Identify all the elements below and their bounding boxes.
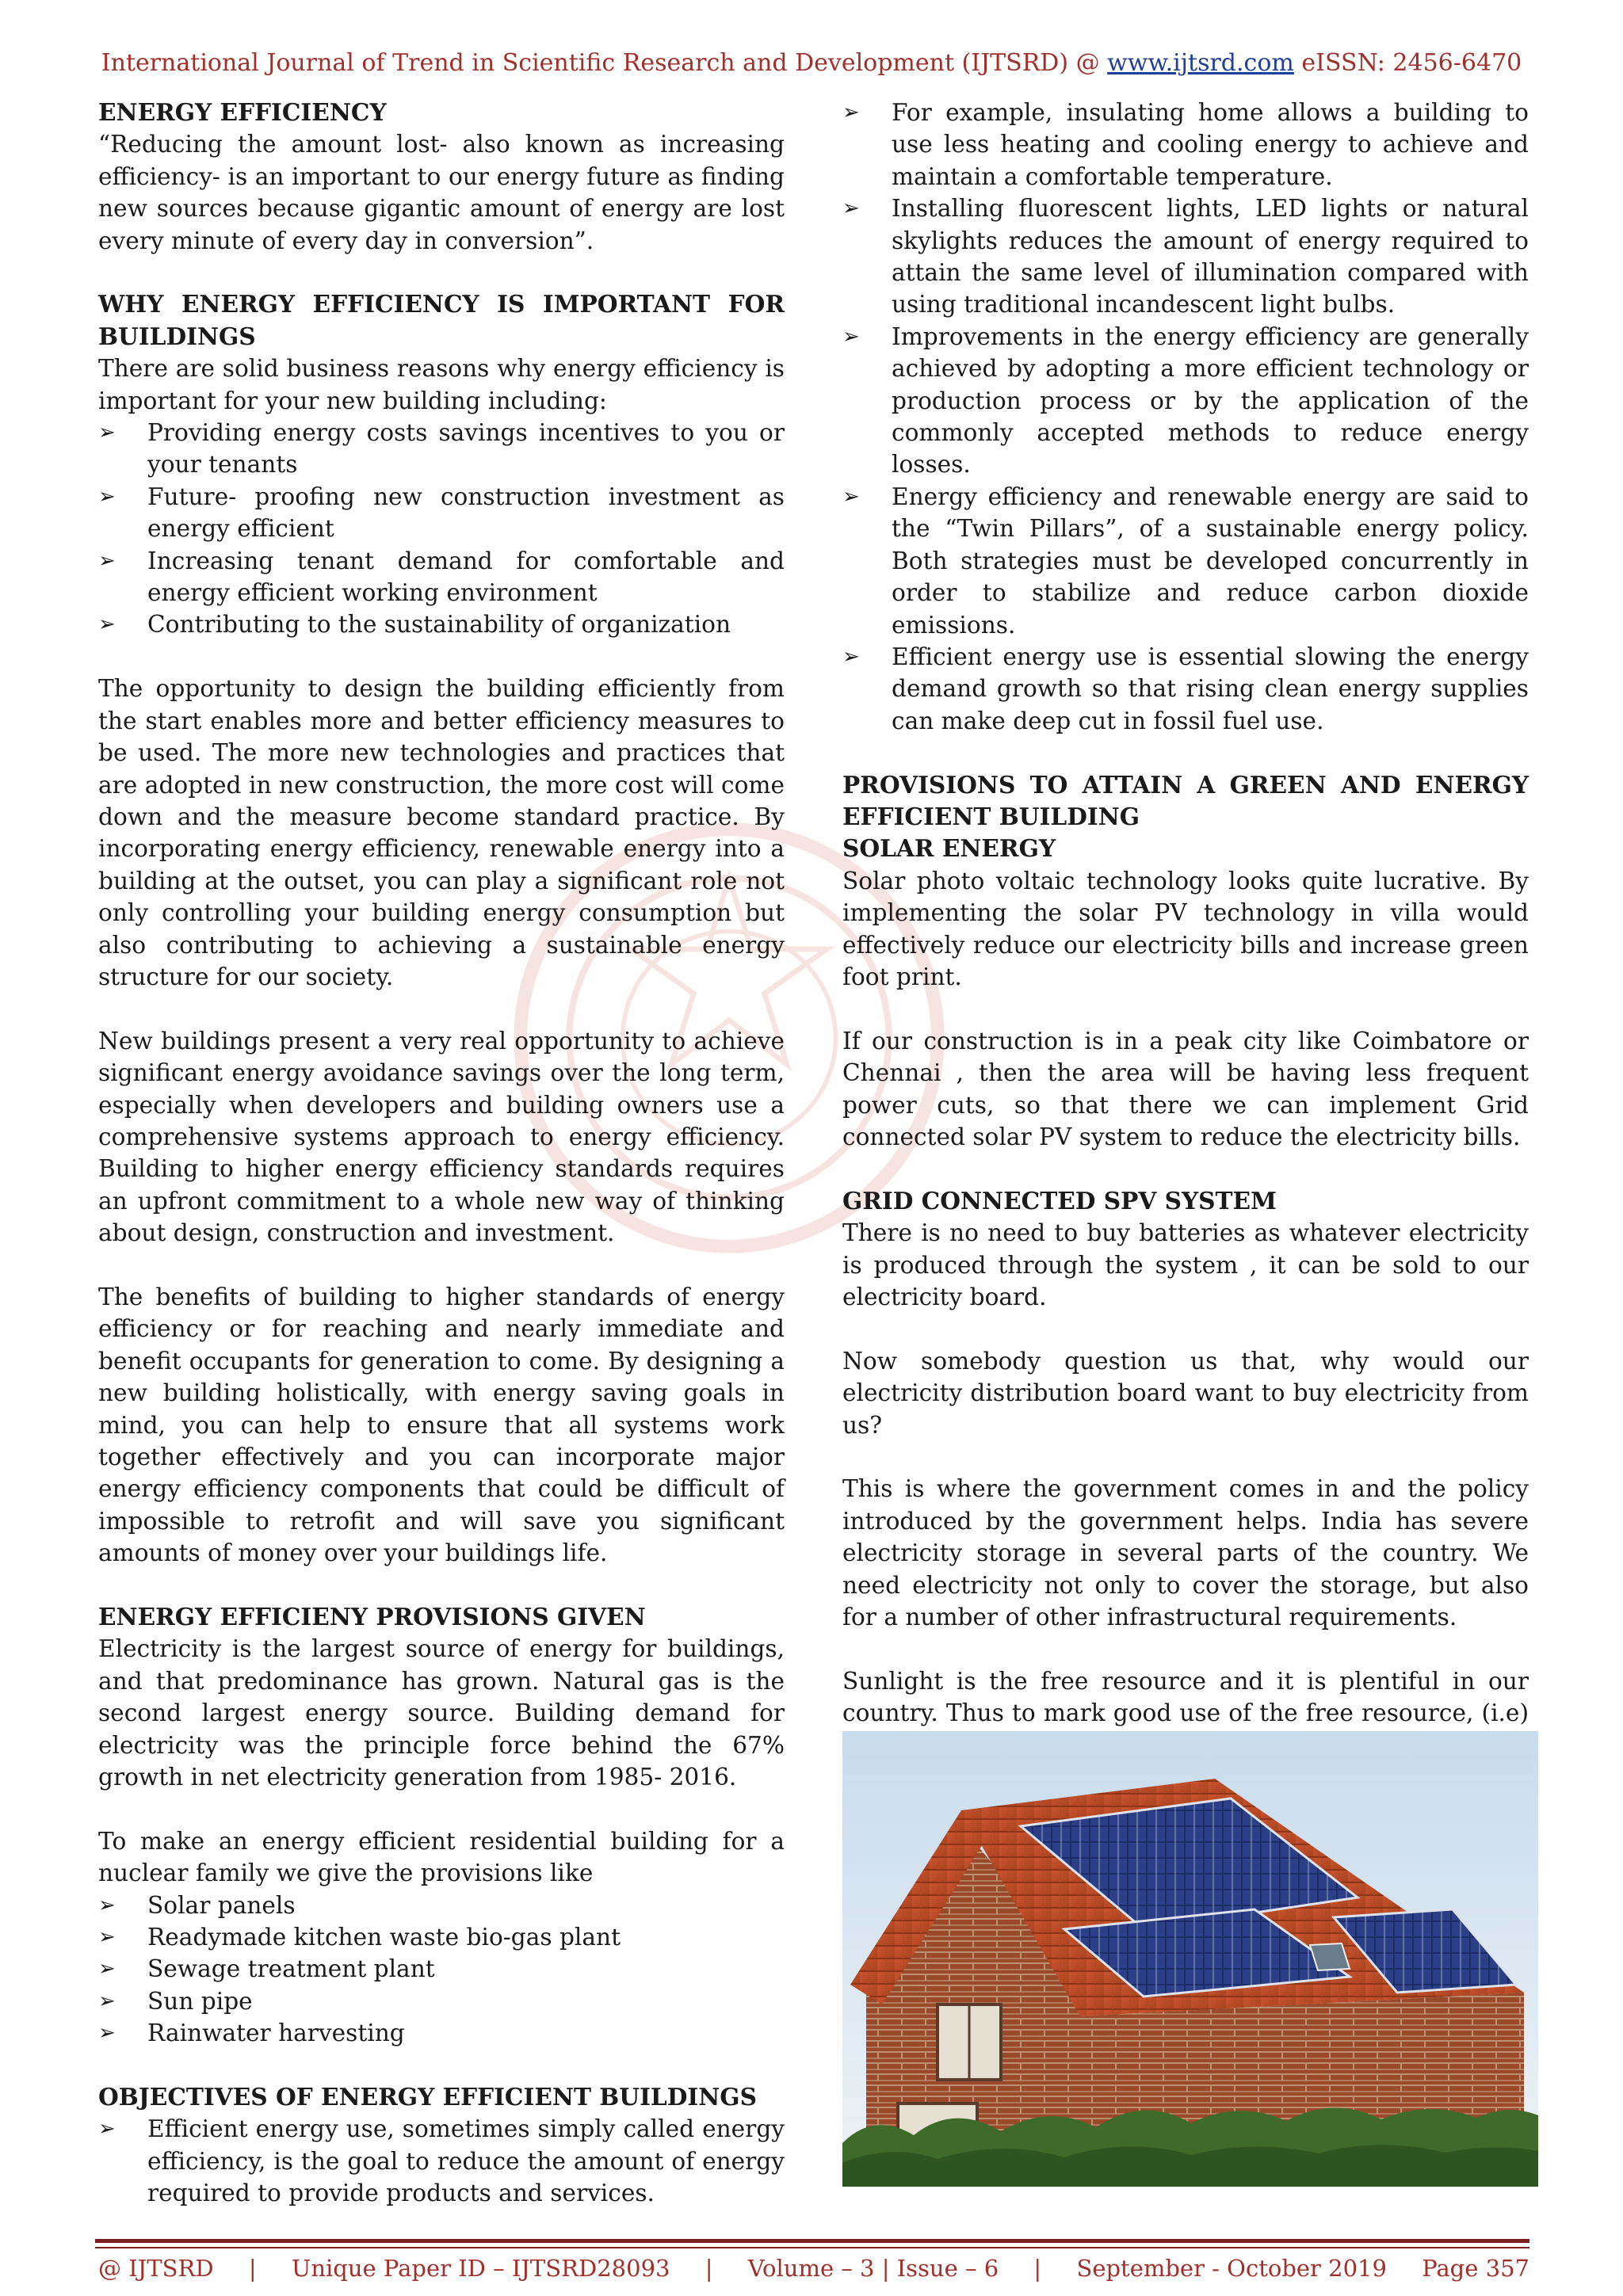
list-item: ➢ Sewage treatment plant — [98, 1953, 785, 1985]
arrow-bullet-icon: ➢ — [842, 196, 860, 221]
list-item: ➢ Rainwater harvesting — [98, 2017, 785, 2049]
issn: eISSN: 2456-6470 — [1293, 49, 1522, 77]
paragraph-benefits: The benefits of building to higher standards of energy efficiency or for reaching and nearly immediate and benefit occupants for generation to come. By designing a new building holistically, with energy saving goals in mind, you can help to ensure that all systems work together effectively and you can incorporate major energy efficiency components that could be difficult of impossible to retrofit and will save you significant amounts of money over your buildings life. — [98, 1283, 785, 1567]
footer-volume: Volume – 3 | Issue – 6 — [747, 2255, 999, 2282]
arrow-bullet-icon: ➢ — [98, 612, 116, 637]
list-item: ➢ Contributing to the sustainability of organization — [98, 608, 785, 640]
right-column — [842, 97, 1529, 1857]
objectives-list-continued — [842, 97, 1529, 737]
arrow-bullet-icon: ➢ — [98, 1925, 116, 1950]
list-item: ➢ Installing fluorescent lights, LED lights or natural skylights reduces the amount of energy required to attain the same level of illumination compared with using traditional incandescent light bulbs. — [842, 193, 1529, 321]
list-item: ➢ Improvements in the energy efficiency are generally achieved by adopting a more efficient technology or production process or by the application of the commonly accepted methods to reduce energy losses. — [842, 321, 1529, 481]
footer-separator: | — [705, 2255, 713, 2282]
provisions-list — [98, 1890, 785, 2050]
list-item: ➢ For example, insulating home allows a building to use less heating and cooling energy to achieve and maintain a comfortable temperature. — [842, 97, 1529, 193]
paragraph-solar: Solar photo voltaic technology looks quite lucrative. By implementing the solar PV technology in villa would effectively reduce our electricity bills and increase green foot print. — [842, 867, 1529, 990]
list-item: ➢ Energy efficiency and renewable energy are said to the “Twin Pillars”, of a sustainable energy policy. Both strategies must be developed concurrently in order to stabilize and reduce carbon dioxide emissions. — [842, 481, 1529, 641]
paragraph-to-make: To make an energy efficient residential building for a nuclear family we give the provisions like — [98, 1827, 785, 1887]
footer-rule-thin — [95, 2247, 1529, 2248]
paragraph-reasons: There are solid business reasons why energy efficiency is important for your new building including: — [98, 355, 785, 414]
paragraph-government: This is where the government comes in and the policy introduced by the government helps. India has severe electricity storage in several parts of the country. We need electricity not only to cover the storage, but also for a number of other infrastructural requirements. — [842, 1475, 1529, 1631]
arrow-bullet-icon: ➢ — [98, 1957, 116, 1981]
list-item: ➢ Providing energy costs savings incentives to you or your tenants — [98, 417, 785, 481]
footer-separator: | — [248, 2255, 257, 2282]
footer-page: Page 357 — [1422, 2255, 1529, 2282]
list-item: ➢ Efficient energy use, sometimes simply called energy efficiency, is the goal to reduce the amount of energy required to provide products and services. — [98, 2113, 785, 2209]
heading-grid-connected: GRID CONNECTED SPV SYSTEM — [842, 1186, 1277, 1215]
paragraph-grid: There is no need to buy batteries as whatever electricity is produced through the system , it can be sold to our electricity board. — [842, 1219, 1529, 1310]
left-column — [98, 97, 785, 2210]
solar-roof-illustration — [842, 1731, 1538, 2187]
list-item: ➢ Increasing tenant demand for comfortable and energy efficient working environment — [98, 545, 785, 609]
paragraph-sunlight: Sunlight is the free resource and it is plentiful in our country. Thus to mark good use of the free resource, (i.e) — [842, 1667, 1529, 1727]
paragraph-electricity: Electricity is the largest source of energy for buildings, and that predominance has grown. Natural gas is the second largest energy source. Building demand for electricity was the principle force behind the 67% growth in net electricity generation from 1985- 2016. — [98, 1635, 785, 1791]
journal-title: International Journal of Trend in Scientific Research and Development (IJTSRD) @ — [101, 49, 1108, 77]
paragraph-city: If our construction is in a peak city like Coimbatore or Chennai , then the area will be having less frequent power cuts, so that there we can implement Grid connected solar PV system to reduce the electricity bills. — [842, 1027, 1529, 1150]
heading-solar-energy: SOLAR ENERGY — [842, 834, 1056, 863]
arrow-bullet-icon: ➢ — [98, 1893, 116, 1917]
arrow-bullet-icon: ➢ — [842, 101, 860, 124]
list-item: ➢ Readymade kitchen waste bio-gas plant — [98, 1921, 785, 1953]
arrow-bullet-icon: ➢ — [842, 484, 860, 509]
arrow-bullet-icon: ➢ — [98, 2021, 116, 2046]
footer-date: September - October 2019 — [1076, 2255, 1387, 2282]
arrow-bullet-icon: ➢ — [98, 484, 116, 509]
arrow-bullet-icon: ➢ — [98, 548, 116, 573]
reasons-list — [98, 417, 785, 641]
list-item: ➢ Efficient energy use is essential slowing the energy demand growth so that rising clean energy supplies can make deep cut in fossil fuel use. — [842, 641, 1529, 737]
arrow-bullet-icon: ➢ — [98, 2117, 116, 2142]
page-footer — [98, 2255, 1529, 2282]
arrow-bullet-icon: ➢ — [98, 421, 116, 445]
solar-roof-photo — [842, 1731, 1538, 2187]
paragraph-question: Now somebody question us that, why would our electricity distribution board want to buy electricity from us? — [842, 1347, 1529, 1439]
arrow-bullet-icon: ➢ — [98, 1989, 116, 2013]
objectives-list — [98, 2113, 785, 2209]
heading-energy-efficiency: ENERGY EFFICIENCY — [98, 98, 387, 126]
heading-objectives: OBJECTIVES OF ENERGY EFFICIENT BUILDINGS — [98, 2083, 757, 2111]
paragraph-quote: “Reducing the amount lost- also known as increasing efficiency- is an important to our energy future as finding new sources because gigantic amount of energy are lost every minute of every day in conversion”. — [98, 131, 785, 254]
heading-provisions-given: ENERGY EFFICIENY PROVISIONS GIVEN — [98, 1603, 646, 1631]
paragraph-new-buildings: New buildings present a very real opportunity to achieve significant energy avoidance savings over the long term, especially when developers and building owners use a comprehensive systems approach to energy efficiency. Building to higher energy efficiency standards requires an upfront commitment to a whole new way of thinking about design, construction and investment. — [98, 1027, 785, 1247]
footer-org: @ IJTSRD — [98, 2255, 214, 2282]
running-header — [0, 49, 1623, 77]
footer-separator: | — [1033, 2255, 1042, 2282]
arrow-bullet-icon: ➢ — [842, 324, 860, 349]
list-item: ➢ Future- proofing new construction investment as energy efficient — [98, 481, 785, 545]
arrow-bullet-icon: ➢ — [842, 644, 860, 669]
footer-paper-id: Unique Paper ID – IJTSRD28093 — [291, 2255, 670, 2282]
paragraph-opportunity: The opportunity to design the building efficiently from the start enables more and better efficiency measures to be used. The more new technologies and practices that are adopted in new construction, the more cost will come down and the measure become standard practice. By incorporating energy efficiency, renewable energy into a building at the outset, you can play a significant role not only controlling your building energy consumption but also contributing to achieving a sustainable energy structure for our society. — [98, 675, 785, 990]
journal-link[interactable]: www.ijtsrd.com — [1107, 49, 1294, 77]
footer-rule — [95, 2239, 1529, 2243]
list-item: ➢ Sun pipe — [98, 1985, 785, 2017]
list-item: ➢ Solar panels — [98, 1890, 785, 1921]
heading-green-building: PROVISIONS TO ATTAIN A GREEN AND ENERGY EFFICIENT BUILDING — [842, 770, 1529, 830]
heading-why-important: WHY ENERGY EFFICIENCY IS IMPORTANT FOR BUILDINGS — [98, 290, 785, 350]
